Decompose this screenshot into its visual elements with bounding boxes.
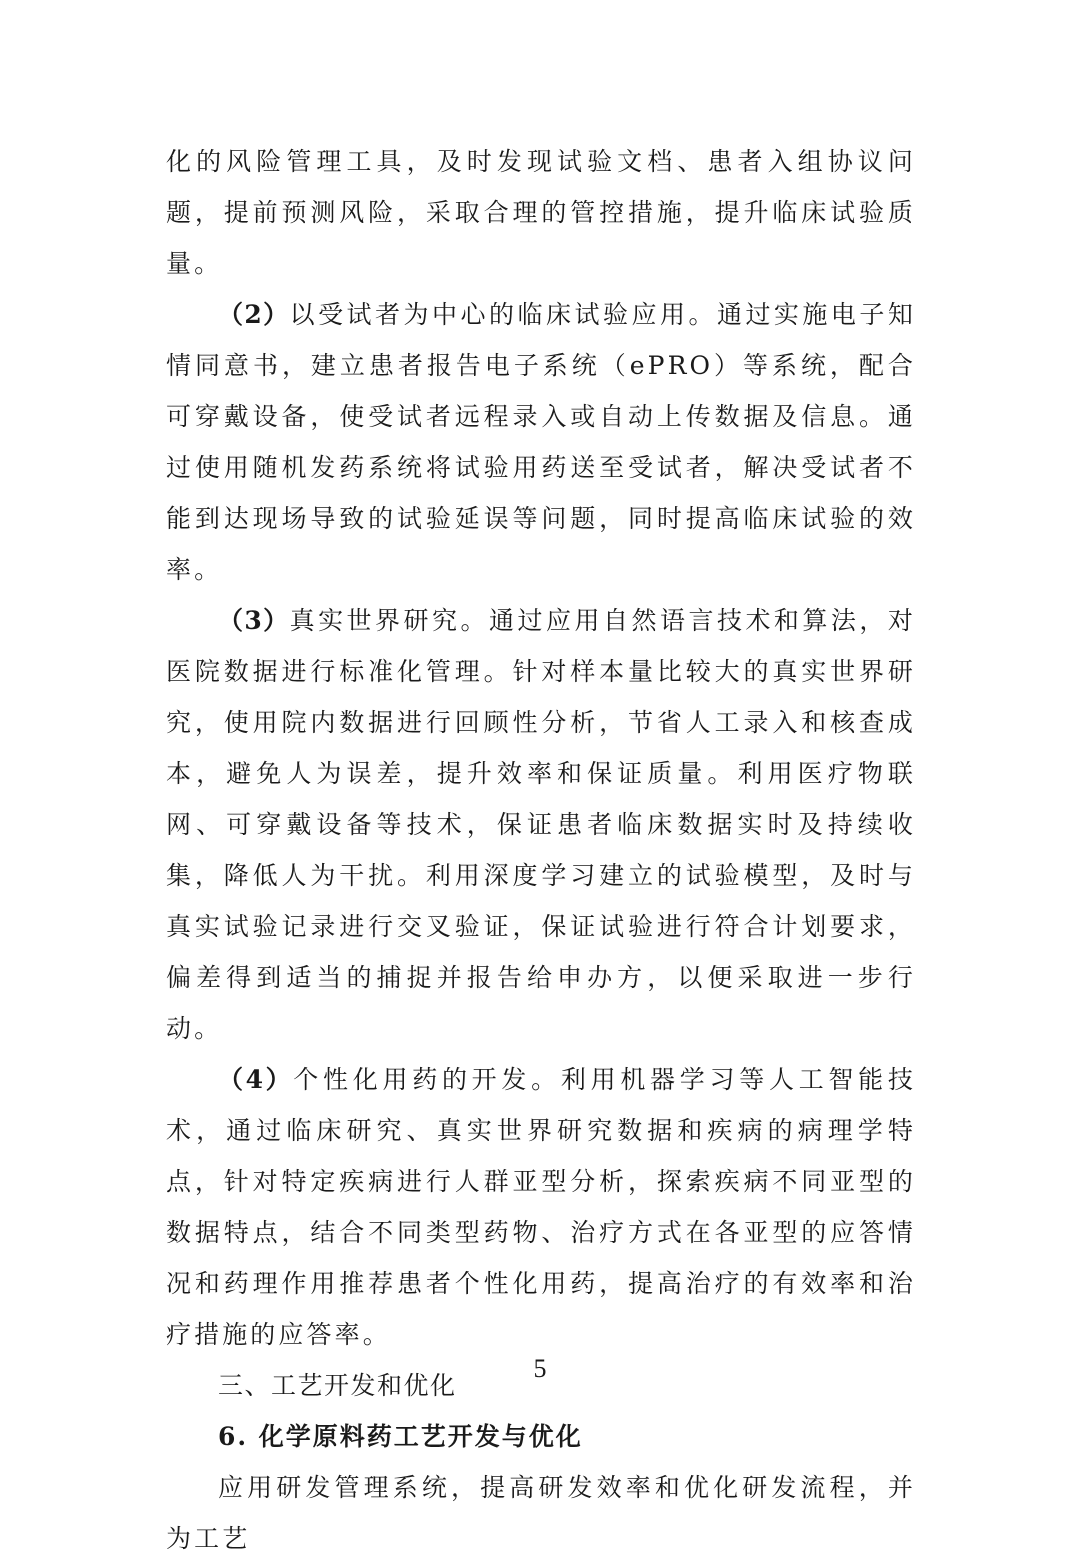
paragraph-real-world-research xyxy=(166,595,916,1054)
paragraph-text: 真实世界研究。通过应用自然语言技术和算法，对医院数据进行标准化管理。针对样本量比较大的真实世界研究，使用院内数据进行回顾性分析，节省人工录入和核查成本，避免人为误差，提升效率和保证质量。利用医疗物联网、可穿戴设备等技术，保证患者临床数据实时及持续收集，降低人为干扰。利用深度学习建立的试验模型，及时与真实试验记录进行交叉验证，保证试验进行符合计划要求，偏差得到适当的捕捉并报告给申办方，以便采取进一步行动。 xyxy=(166,606,916,1043)
page-number: 5 xyxy=(533,1354,547,1383)
paragraph-text: 以受试者为中心的临床试验应用。通过实施电子知情同意书，建立患者报告电子系统（ePRO）等系统，配合可穿戴设备，使受试者远程录入或自动上传数据及信息。通过使用随机发药系统将试验用药送至受试者，解决受试者不能到达现场导致的试验延误等问题，同时提高临床试验的效率。 xyxy=(166,300,916,584)
paragraph-number: （3） xyxy=(218,606,290,635)
paragraph-rd-management: 应用研发管理系统，提高研发效率和优化研发流程，并为工艺 xyxy=(166,1473,916,1553)
document-body xyxy=(166,136,916,1564)
paragraph-patient-centric-trials xyxy=(166,289,916,595)
section-heading: 三、工艺开发和优化 xyxy=(218,1371,457,1400)
subsection-heading: 6. 化学原料药工艺开发与优化 xyxy=(218,1422,583,1451)
paragraph-personalized-medicine xyxy=(166,1054,916,1360)
paragraph-number: （2） xyxy=(218,300,290,329)
paragraph-text: 个性化用药的开发。利用机器学习等人工智能技术，通过临床研究、真实世界研究数据和疾病的病理学特点，针对特定疾病进行人群亚型分析，探索疾病不同亚型的数据特点，结合不同类型药物、治疗方式在各亚型的应答情况和药理作用推荐患者个性化用药，提高治疗的有效率和治疗措施的应答率。 xyxy=(166,1065,916,1349)
paragraph-risk-management: 化的风险管理工具，及时发现试验文档、患者入组协议问题，提前预测风险，采取合理的管控措施，提升临床试验质量。 xyxy=(166,147,916,278)
paragraph-number: （4） xyxy=(218,1065,294,1094)
